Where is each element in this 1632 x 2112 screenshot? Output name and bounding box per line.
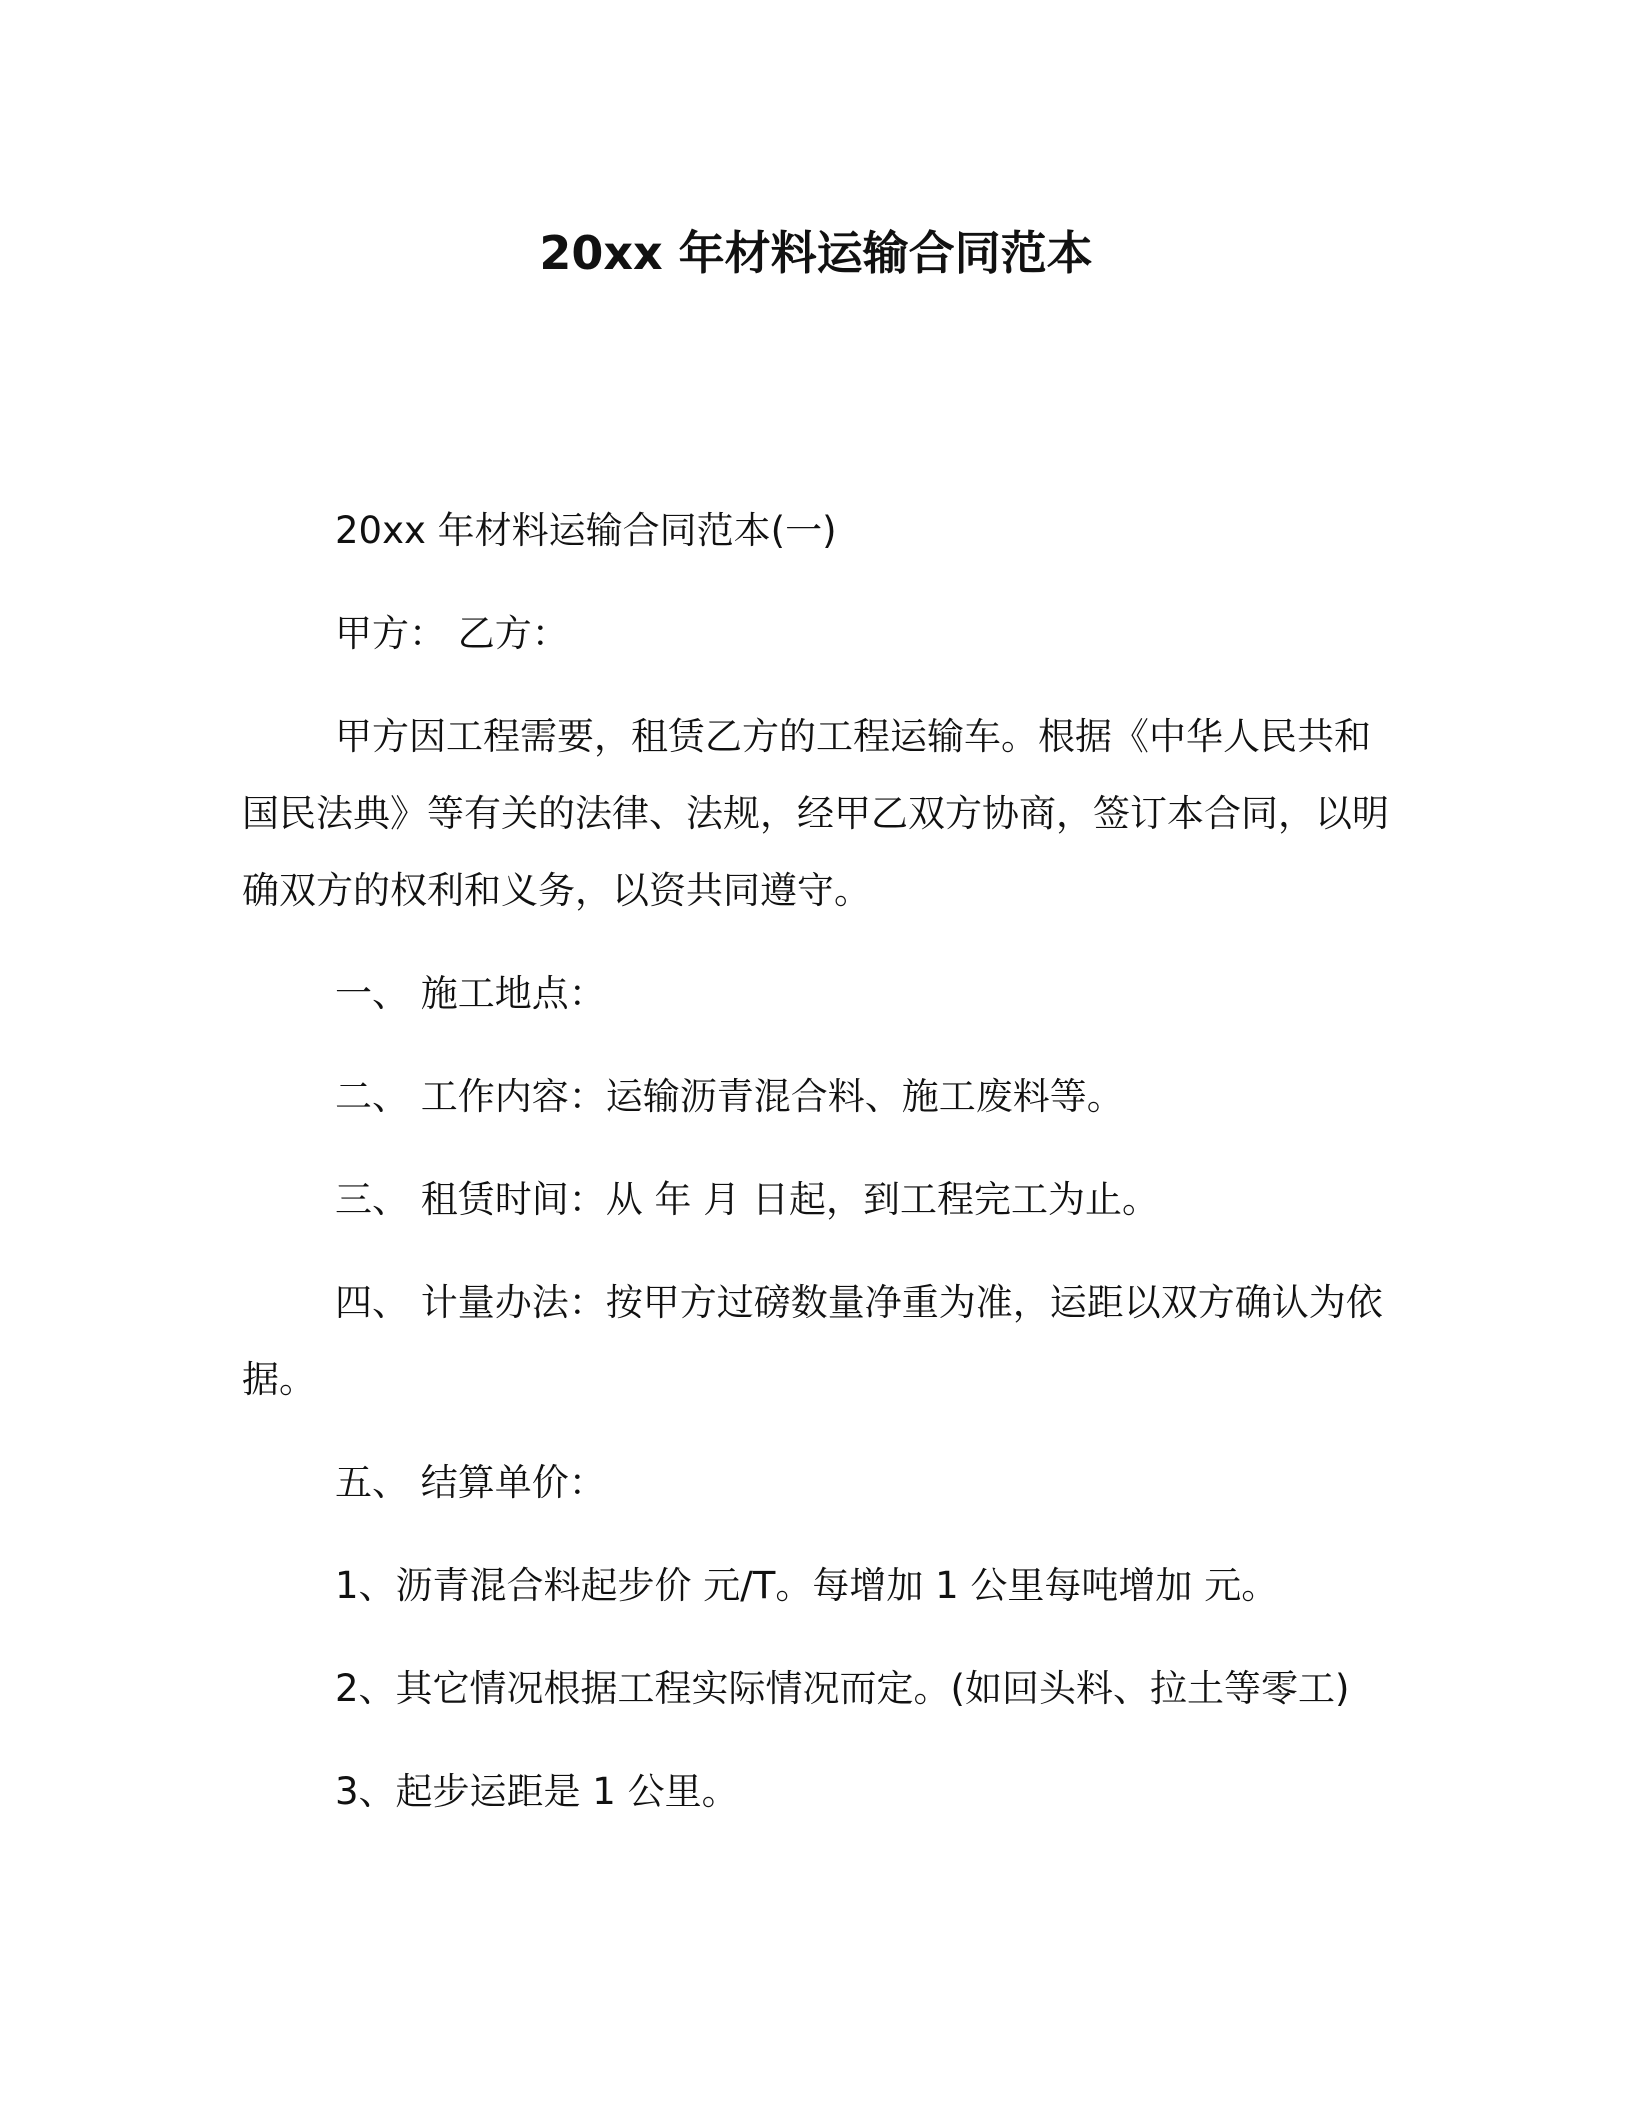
clause-1-location: 一、 施工地点：: [335, 972, 606, 1015]
clause-2-work-content: 二、 工作内容：运输沥青混合料、施工废料等。: [335, 1075, 1124, 1118]
document-body: [242, 492, 1390, 1856]
clause-3-rental-period: 三、 租赁时间：从 年 月 日起，到工程完工为止。: [335, 1178, 1160, 1221]
clause-5-unit-price: 五、 结算单价：: [335, 1461, 606, 1504]
parties-paragraph: 甲方： 乙方：: [335, 612, 569, 655]
price-item-2: 2、其它情况根据工程实际情况而定。(如回头料、拉土等零工): [335, 1667, 1350, 1710]
price-item-3: 3、起步运距是 1 公里。: [335, 1770, 739, 1813]
clause-4-measurement: 四、 计量办法：按甲方过磅数量净重为准，运距以双方确认为依据。: [242, 1281, 1383, 1401]
subtitle-paragraph: 20xx 年材料运输合同范本(一): [335, 509, 837, 552]
intro-paragraph: 甲方因工程需要，租赁乙方的工程运输车。根据《中华人民共和国民法典》等有关的法律、法规，经甲乙双方协商，签订本合同，以明确双方的权利和义务，以资共同遵守。: [242, 715, 1389, 912]
price-item-1: 1、沥青混合料起步价 元/T。每增加 1 公里每吨增加 元。: [335, 1564, 1279, 1607]
document-title: 20xx 年材料运输合同范本: [539, 226, 1093, 280]
